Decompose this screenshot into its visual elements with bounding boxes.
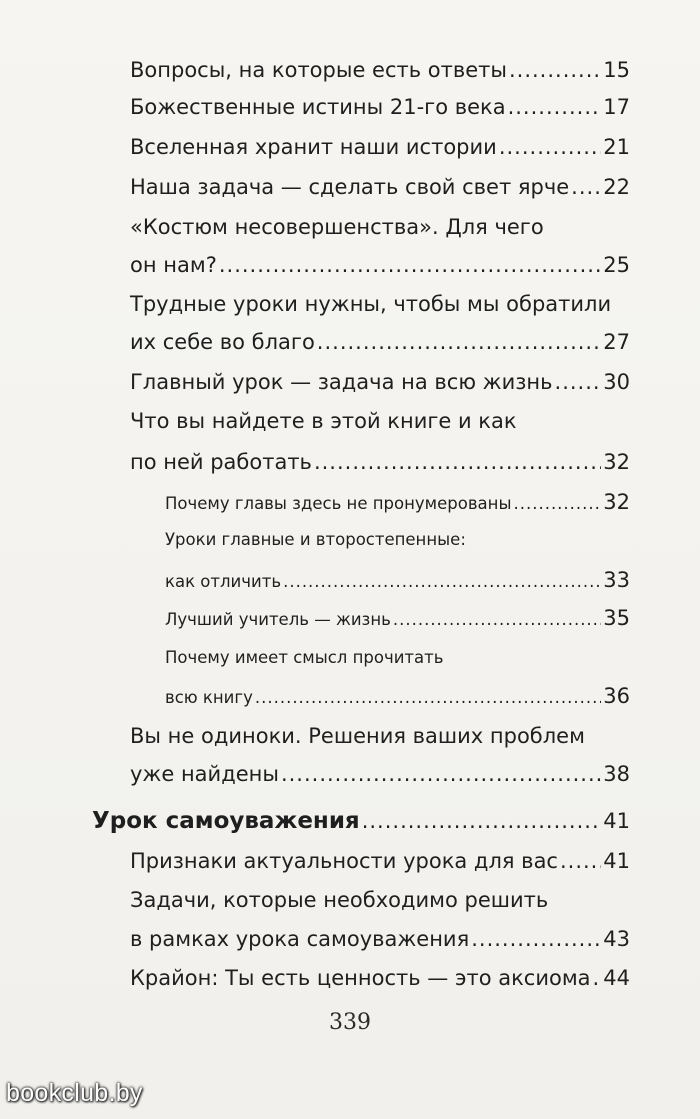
watermark [0, 1068, 700, 1119]
watermark-text: bookclub.by [6, 1079, 143, 1107]
toc-entry [130, 370, 630, 394]
toc-entry-title: Главный урок — задача на всю жизнь [130, 370, 553, 394]
toc-entry-page: 43 [603, 927, 630, 951]
leader-dots [317, 330, 601, 354]
toc-entry [130, 135, 630, 159]
toc-entry-page: 32 [603, 450, 630, 474]
leader-dots [471, 927, 601, 951]
toc-entry-page: 15 [603, 58, 630, 82]
toc-chapter-title: Урок самоуважения [92, 808, 360, 834]
toc-entry-page: 44 [603, 966, 630, 990]
page-number: 339 [329, 1010, 371, 1035]
toc-entry [130, 849, 630, 873]
toc-entry-title: как отличить [165, 572, 282, 591]
toc-entry-title: Лучший учитель — жизнь [165, 610, 391, 629]
toc-entry-page: 27 [603, 330, 630, 354]
toc-entry-page: 30 [603, 370, 630, 394]
leader-dots [499, 135, 601, 159]
toc-entry-title-line1: Вы не одиноки. Решения ваших проблем [130, 724, 585, 748]
leader-dots [393, 610, 601, 629]
toc-entry-page: 41 [603, 849, 630, 873]
toc-entry-title-line1: Что вы найдете в этой книге и как [130, 409, 517, 433]
leader-dots [255, 688, 601, 707]
leader-dots [508, 95, 602, 119]
toc-entry-title: Крайон: Ты есть ценность — это аксиома [130, 966, 591, 990]
leader-dots [555, 370, 602, 394]
leader-dots [560, 849, 601, 873]
toc-entry-page: 36 [603, 684, 630, 708]
toc-entry-page: 21 [603, 135, 630, 159]
toc-subentry [165, 568, 630, 592]
toc-subentry-title-line1: Уроки главные и второстепенные: [165, 530, 466, 549]
toc-entry-title: Наша задача — сделать свой свет ярче [130, 175, 570, 199]
leader-dots [513, 494, 601, 513]
toc-entry-page: 32 [603, 490, 630, 514]
toc-chapter [92, 808, 630, 834]
toc-entry-title: Почему главы здесь не пронумерованы [165, 494, 512, 513]
toc-entry-title-line1: Трудные уроки нужны, чтобы мы обратили [130, 292, 612, 316]
toc-entry-title: Вопросы, на которые есть ответы [130, 58, 507, 82]
toc-entry-page: 35 [603, 606, 630, 630]
toc-entry-page: 22 [603, 175, 630, 199]
leader-dots [571, 175, 601, 199]
toc-entry-title: уже найдены [130, 762, 279, 786]
toc-entry [130, 966, 630, 990]
toc-entry [130, 58, 630, 82]
toc-subentry-title-line1: Почему имеет смысл прочитать [165, 648, 444, 667]
leader-dots [283, 572, 601, 591]
leader-dots [314, 450, 601, 474]
toc-entry-title: всю книгу [165, 688, 253, 707]
toc-entry-page: 41 [603, 809, 630, 833]
toc-entry-page: 33 [603, 568, 630, 592]
toc-entry-title: их себе во благо [130, 330, 315, 354]
leader-dots [593, 966, 602, 990]
toc-entry-title-line1: «Костюм несовершенства». Для чего [130, 215, 544, 239]
toc-entry-page: 38 [603, 762, 630, 786]
leader-dots [281, 762, 601, 786]
toc-entry-title: по ней работать [130, 450, 312, 474]
toc-entry-title: Вселенная хранит наши истории [130, 135, 497, 159]
toc-entry-title: в рамках урока самоуважения [130, 927, 470, 951]
toc-entry [130, 175, 630, 199]
toc-entry [130, 927, 630, 951]
toc-entry-page: 17 [603, 95, 630, 119]
toc-subentry [165, 606, 630, 630]
toc-entry-title-line1: Задачи, которые необходимо решить [130, 888, 549, 912]
toc-subentry [165, 490, 630, 514]
toc-entry-title: Божественные истины 21-го века [130, 95, 506, 119]
leader-dots [362, 809, 602, 833]
toc-entry [130, 762, 630, 786]
toc-subentry [165, 684, 630, 708]
toc-entry [130, 253, 630, 277]
toc-entry [130, 450, 630, 474]
toc-entry [130, 95, 630, 119]
toc-entry [130, 330, 630, 354]
leader-dots [509, 58, 601, 82]
toc-entry-title: он нам? [130, 253, 217, 277]
toc-entry-page: 25 [603, 253, 630, 277]
leader-dots [219, 253, 601, 277]
toc-entry-title: Признаки актуальности урока для вас [130, 849, 558, 873]
